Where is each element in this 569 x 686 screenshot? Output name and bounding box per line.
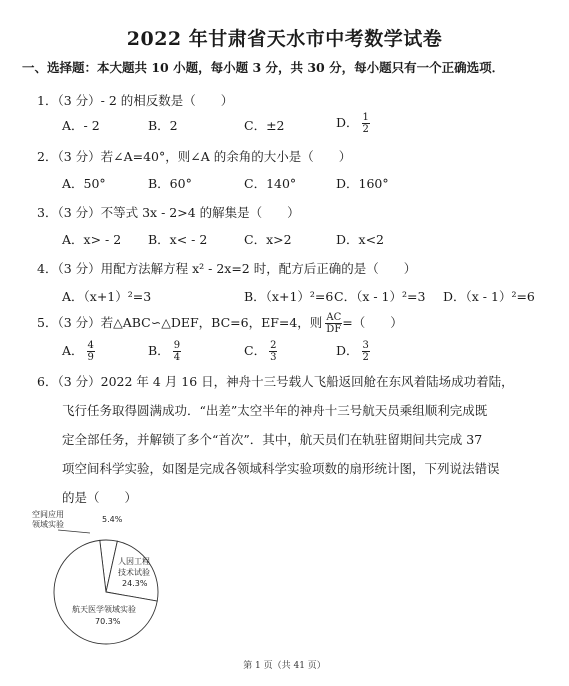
q5-option-a-label: A． — [62, 343, 84, 358]
q5-stem-part-b: =（ ） — [342, 315, 403, 330]
q5-option-b-label: B． — [148, 343, 170, 358]
q4-option-b: B．（x+1）²=6 — [244, 289, 334, 304]
q5-option-d — [336, 340, 370, 363]
q1-option-a: A．- 2 — [62, 118, 100, 133]
question-6-line-4: 项空间科学实验，如图是完成各领域科学实验项数的扇形统计图，下列说法错误 — [62, 461, 500, 476]
question-6-line-3: 定全部任务，并解锁了多个“首次”．其中，航天员们在轨驻留期间共完成 37 — [62, 432, 483, 447]
pie-chart — [30, 500, 180, 648]
q2-option-b: B．60° — [148, 176, 192, 191]
q4-option-c: C．（x - 1）²=3 — [334, 289, 426, 304]
exam-title: 2022 年甘肃省天水市中考数学试卷 — [126, 28, 443, 50]
q5-option-d-fraction: $\frac{3}{2}$ — [362, 340, 369, 363]
q1-option-d — [336, 112, 370, 135]
q1-option-d-fraction: $\frac{1}{2}$ — [362, 112, 369, 135]
q1-option-d-label: D． — [336, 115, 359, 130]
question-3-stem: 3．（3 分）不等式 3x - 2>4 的解集是（ ） — [37, 205, 300, 220]
question-5-stem — [37, 312, 403, 335]
question-6-line-5: 的是（ ） — [62, 490, 138, 505]
section-heading: 一、选择题：本大题共 10 小题，每小题 3 分，共 30 分，每小题只有一个正确选项． — [22, 60, 505, 75]
question-4-stem: 4．（3 分）用配方法解方程 x² - 2x=2 时，配方后正确的是（ ） — [37, 261, 417, 276]
q5-stem-fraction: $\frac{AC}{DF}$ — [326, 312, 342, 335]
medical-pct-label: 70.3% — [95, 617, 121, 626]
q5-option-b — [148, 340, 181, 363]
page-footer: 第 1 页（共 41 页） — [243, 661, 326, 671]
q2-option-a: A．50° — [62, 176, 106, 191]
space-label-line2: 领域实验 — [32, 520, 64, 529]
question-1-stem: 1．（3 分）- 2 的相反数是（ ） — [37, 93, 234, 108]
q3-option-a: A．x> - 2 — [62, 232, 122, 247]
q5-option-c — [244, 340, 277, 363]
q1-option-b: B．2 — [148, 118, 178, 133]
q4-option-d: D．（x - 1）²=6 — [443, 289, 535, 304]
q5-stem-part-a: 5．（3 分）若△ABC∽△DEF，BC=6，EF=4，则 — [37, 315, 323, 330]
space-label-leader-line — [58, 530, 90, 533]
human-label-line1: 人因工程 — [118, 557, 150, 566]
human-label-line2: 技术试验 — [118, 568, 150, 577]
q5-option-d-label: D． — [336, 343, 359, 358]
q2-option-c: C．140° — [244, 176, 297, 191]
q5-option-a — [62, 340, 95, 363]
medical-label-line1: 航天医学领域实验 — [72, 605, 136, 614]
q5-option-a-fraction: $\frac{4}{9}$ — [87, 340, 94, 363]
q4-option-a: A．（x+1）²=3 — [62, 289, 152, 304]
human-pct-label: 24.3% — [122, 579, 148, 588]
q3-option-b: B．x< - 2 — [148, 232, 208, 247]
question-6-line-2: 飞行任务取得圆满成功．“出差”太空半年的神舟十三号航天员乘组顺利完成既 — [62, 403, 488, 418]
space-label-line1: 空间应用 — [32, 510, 64, 519]
q5-option-b-fraction: $\frac{9}{4}$ — [173, 340, 181, 363]
q1-option-c: C．±2 — [244, 118, 285, 133]
q5-option-c-fraction: $\frac{2}{3}$ — [270, 340, 277, 363]
q2-option-d: D．160° — [336, 176, 389, 191]
question-2-stem: 2．（3 分）若∠A=40°，则∠A 的余角的大小是（ ） — [37, 149, 352, 164]
q3-option-d: D．x<2 — [336, 232, 384, 247]
q3-option-c: C．x>2 — [244, 232, 292, 247]
q5-option-c-label: C． — [244, 343, 267, 358]
question-6-line-1: 6．（3 分）2022 年 4 月 16 日，神舟十三号载人飞船返回舱在东风着陆场成功着陆， — [37, 374, 514, 389]
space-pct-label: 5.4% — [102, 515, 123, 524]
